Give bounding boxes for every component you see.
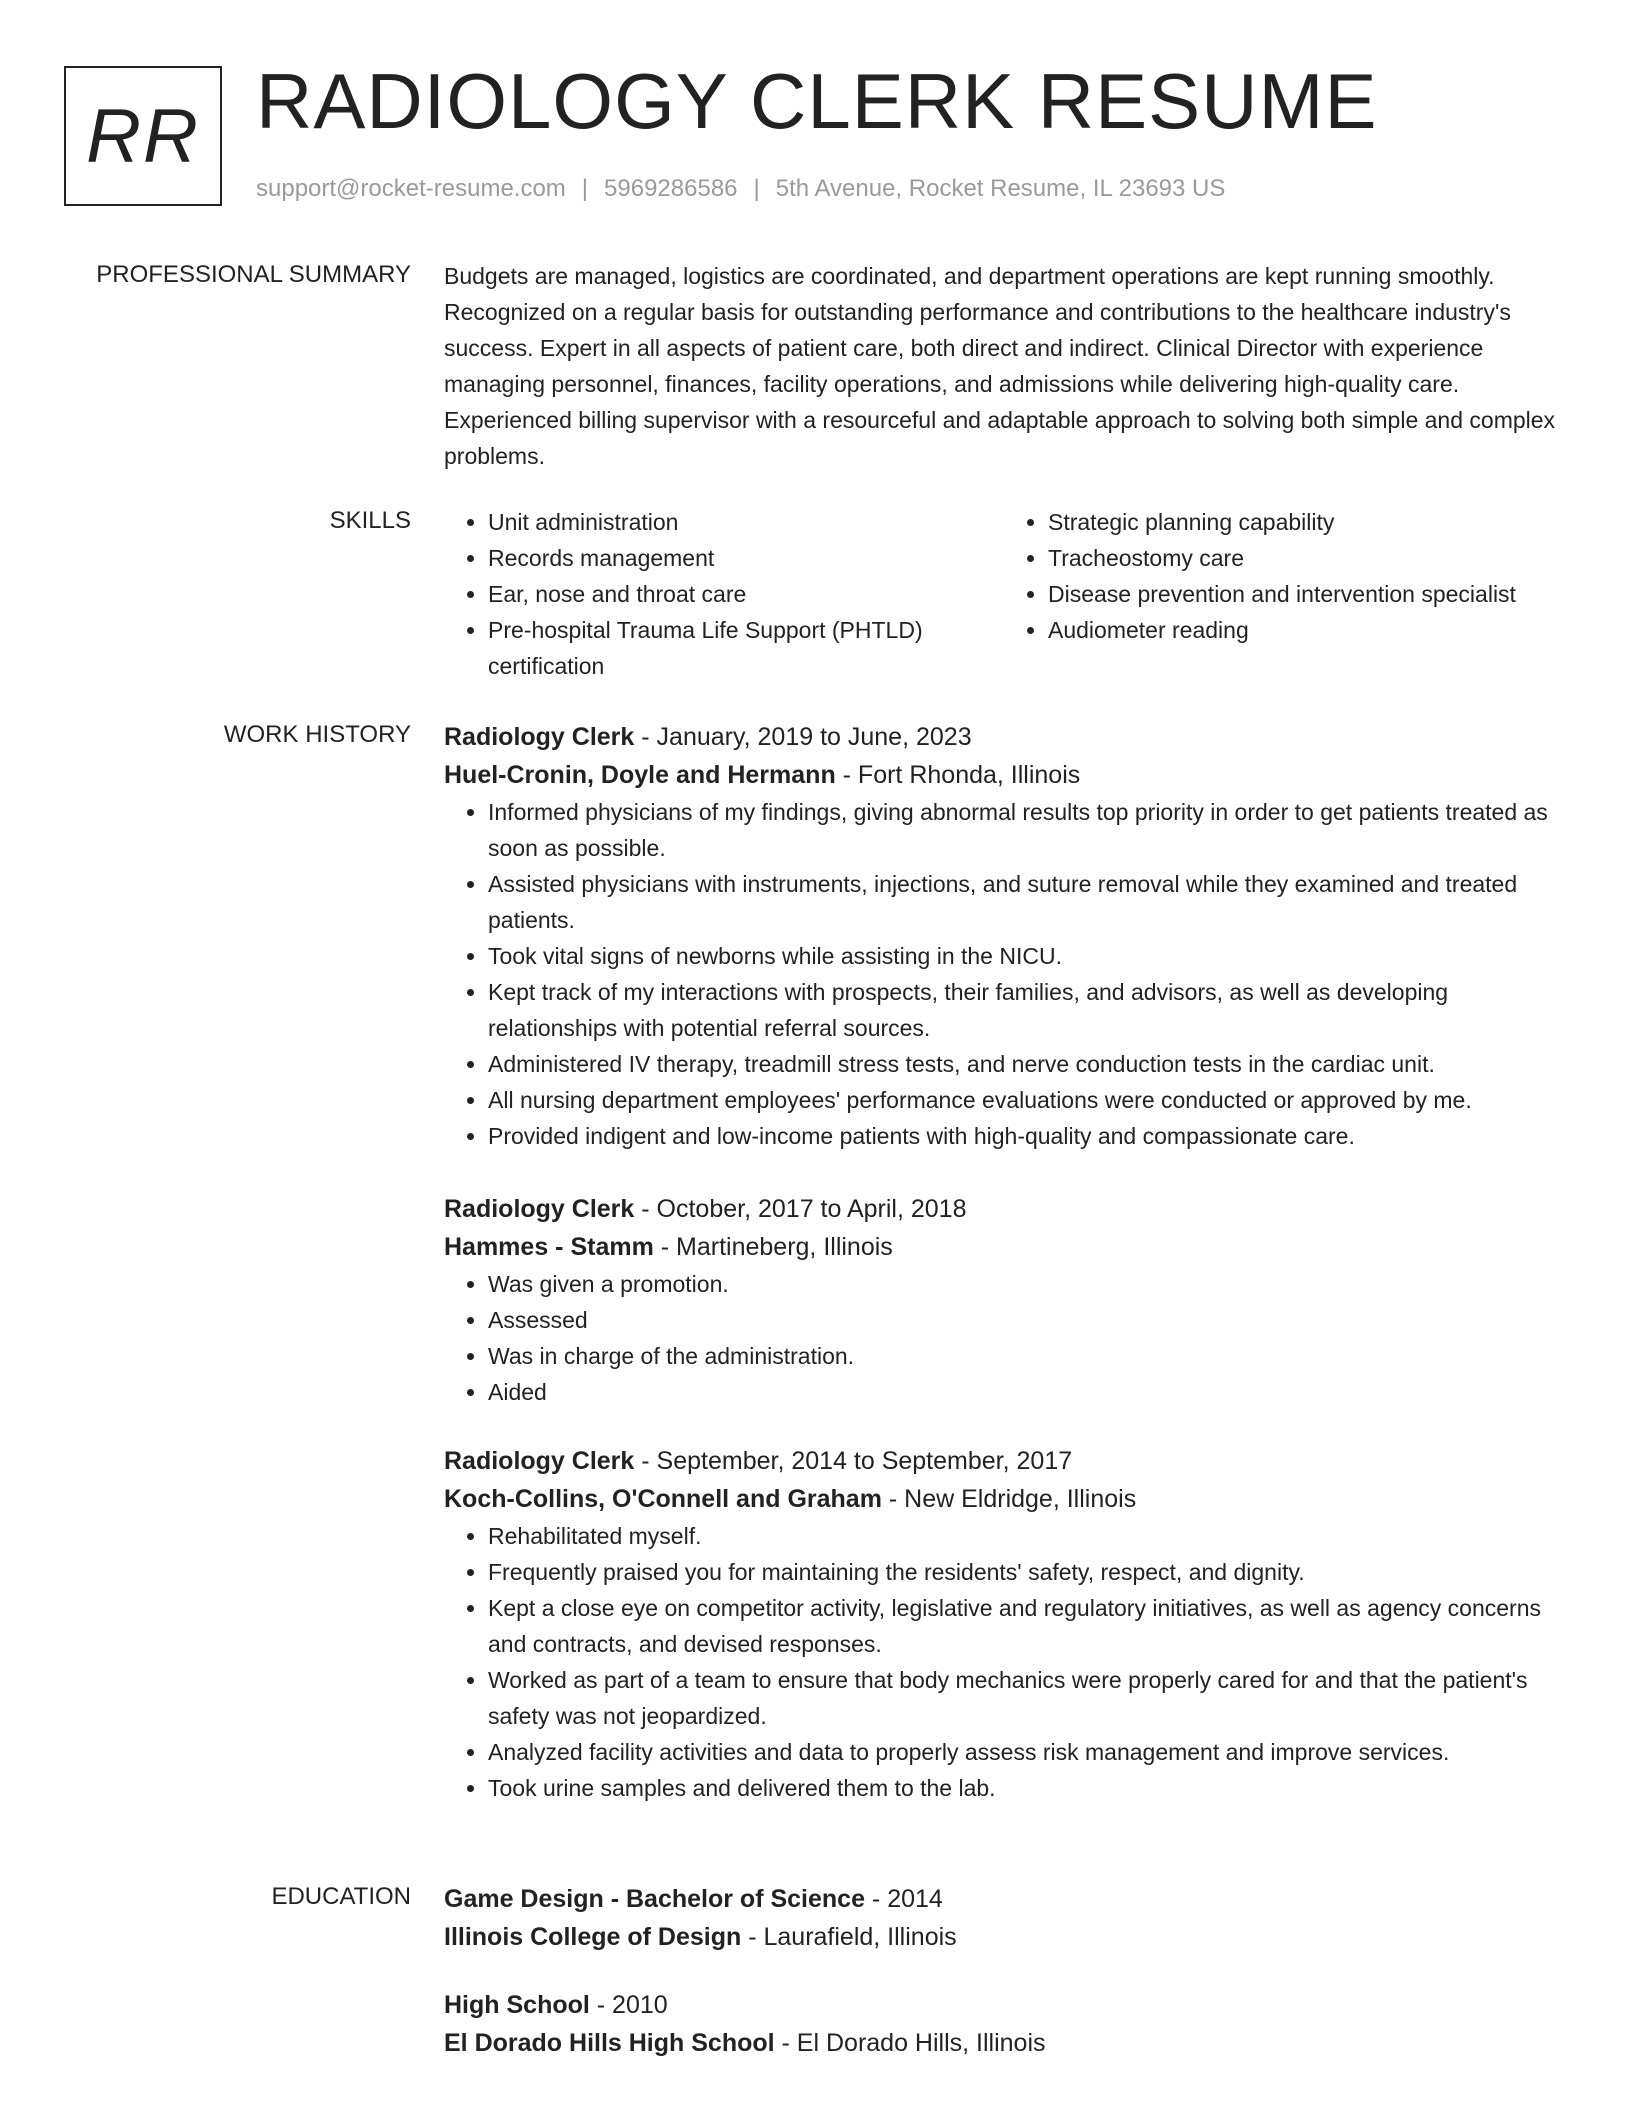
job-bullet: • Assisted physicians with instruments, injections, and suture removal while they examined and treated patients. [488, 866, 1564, 938]
job-location: - Martineberg, Illinois [653, 1233, 893, 1261]
education-school-line [444, 1918, 1564, 1956]
job-bullet: • Provided indigent and low-income patients with high-quality and compassionate care. [488, 1118, 1564, 1154]
skills-list-right [1004, 504, 1564, 684]
job-bullets [444, 1266, 1564, 1410]
education-entry [444, 1986, 1564, 2062]
education-degree-line [444, 1880, 1564, 1918]
job-company-line [444, 1480, 1564, 1518]
summary-body [444, 258, 1564, 474]
job-bullet: • Took urine samples and delivered them to the lab. [488, 1770, 1564, 1806]
education-degree: Game Design - Bachelor of Science [444, 1885, 865, 1913]
education-school: Illinois College of Design [444, 1923, 742, 1951]
section-label-work: WORK HISTORY [223, 721, 411, 748]
monogram-logo: RR [64, 66, 222, 206]
job-bullet: • Took vital signs of newborns while assisting in the NICU. [488, 938, 1564, 974]
section-label-summary: PROFESSIONAL SUMMARY [96, 261, 411, 288]
education-degree-line [444, 1986, 1564, 2024]
job-bullets [444, 1518, 1564, 1806]
skills-body [444, 504, 1564, 684]
job-dates: - October, 2017 to April, 2018 [634, 1195, 967, 1223]
job-bullet: • Worked as part of a team to ensure that body mechanics were properly cared for and that the patient's safety was not jeopardized. [488, 1662, 1564, 1734]
job-bullet: • Was in charge of the administration. [488, 1338, 1564, 1374]
skill-item: • Strategic planning capability [1048, 504, 1564, 540]
job-company-line [444, 756, 1564, 794]
job-bullet: • All nursing department employees' performance evaluations were conducted or approved by me. [488, 1082, 1564, 1118]
job-entry [444, 718, 1564, 1154]
job-bullet: • Administered IV therapy, treadmill stress tests, and nerve conduction tests in the cardiac unit. [488, 1046, 1564, 1082]
job-title: Radiology Clerk [444, 1447, 635, 1475]
job-bullet: • Kept a close eye on competitor activity, legislative and regulatory initiatives, as well as agency concerns and contracts, and devised responses. [488, 1590, 1564, 1662]
skill-item: • Disease prevention and intervention specialist [1048, 576, 1564, 612]
job-entry [444, 1190, 1564, 1410]
job-bullet: • Rehabilitated myself. [488, 1518, 1564, 1554]
job-title: Radiology Clerk [444, 1195, 635, 1223]
job-bullet: • Was given a promotion. [488, 1266, 1564, 1302]
education-location: - Laurafield, Illinois [741, 1923, 957, 1951]
job-entry [444, 1442, 1564, 1806]
summary-text: Budgets are managed, logistics are coordinated, and department operations are kept running smoothly. Recognized on a regular basis for outstanding performance and contributions to the healthcare industry's success. Expert in all aspects of patient care, both direct and indirect. Clinical Director with experience managing personnel, finances, facility operations, and admissions while delivering high-quality care. Experienced billing supervisor with a resourceful and adaptable approach to solving both simple and complex problems. [444, 263, 1556, 469]
contact-email[interactable]: support@rocket-resume.com [256, 175, 566, 202]
job-bullet: • Informed physicians of my findings, giving abnormal results top priority in order to get patients treated as soon as possible. [488, 794, 1564, 866]
job-company-line [444, 1228, 1564, 1266]
resume-title: RADIOLOGY CLERK RESUME [256, 57, 1378, 145]
contact-line [256, 174, 1225, 204]
skill-item: • Audiometer reading [1048, 612, 1564, 648]
education-body [444, 1880, 1564, 2062]
education-school-line [444, 2024, 1564, 2062]
education-entry [444, 1880, 1564, 1956]
job-title-line [444, 1190, 1564, 1228]
job-company: Hammes - Stamm [444, 1233, 654, 1261]
job-bullet: • Analyzed facility activities and data to properly assess risk management and improve services. [488, 1734, 1564, 1770]
job-bullet: • Frequently praised you for maintaining the residents' safety, respect, and dignity. [488, 1554, 1564, 1590]
section-label-skills: SKILLS [329, 507, 411, 534]
skill-item: • Tracheostomy care [1048, 540, 1564, 576]
job-title-line [444, 718, 1564, 756]
education-school: El Dorado Hills High School [444, 2029, 775, 2057]
job-bullet: • Aided [488, 1374, 1564, 1410]
education-degree: High School [444, 1991, 590, 2019]
contact-address: 5th Avenue, Rocket Resume, IL 23693 US [775, 175, 1226, 202]
skill-item: • Records management [488, 540, 1004, 576]
education-year: - 2014 [864, 1885, 943, 1913]
skills-list-left [444, 504, 1004, 684]
section-label-education: EDUCATION [271, 1883, 411, 1910]
contact-separator: | [753, 175, 760, 202]
education-location: - El Dorado Hills, Illinois [774, 2029, 1046, 2057]
job-location: - Fort Rhonda, Illinois [835, 761, 1081, 789]
job-bullet: • Kept track of my interactions with prospects, their families, and advisors, as well as developing relationships with potential referral sources. [488, 974, 1564, 1046]
job-dates: - January, 2019 to June, 2023 [634, 723, 972, 751]
skill-item: • Unit administration [488, 504, 1004, 540]
contact-separator: | [581, 175, 589, 202]
job-bullets [444, 794, 1564, 1154]
job-dates: - September, 2014 to September, 2017 [634, 1447, 1073, 1475]
contact-phone[interactable]: 5969286586 [604, 175, 738, 202]
job-location: - New Eldridge, Illinois [881, 1485, 1137, 1513]
education-year: - 2010 [589, 1991, 668, 2019]
job-company: Koch-Collins, O'Connell and Graham [444, 1485, 882, 1513]
job-company: Huel-Cronin, Doyle and Hermann [444, 761, 836, 789]
skill-item: • Pre-hospital Trauma Life Support (PHTLD) certification [488, 612, 1004, 684]
job-bullet: • Assessed [488, 1302, 1564, 1338]
job-title-line [444, 1442, 1564, 1480]
skill-item: • Ear, nose and throat care [488, 576, 1004, 612]
job-title: Radiology Clerk [444, 723, 635, 751]
work-body [444, 718, 1564, 1806]
